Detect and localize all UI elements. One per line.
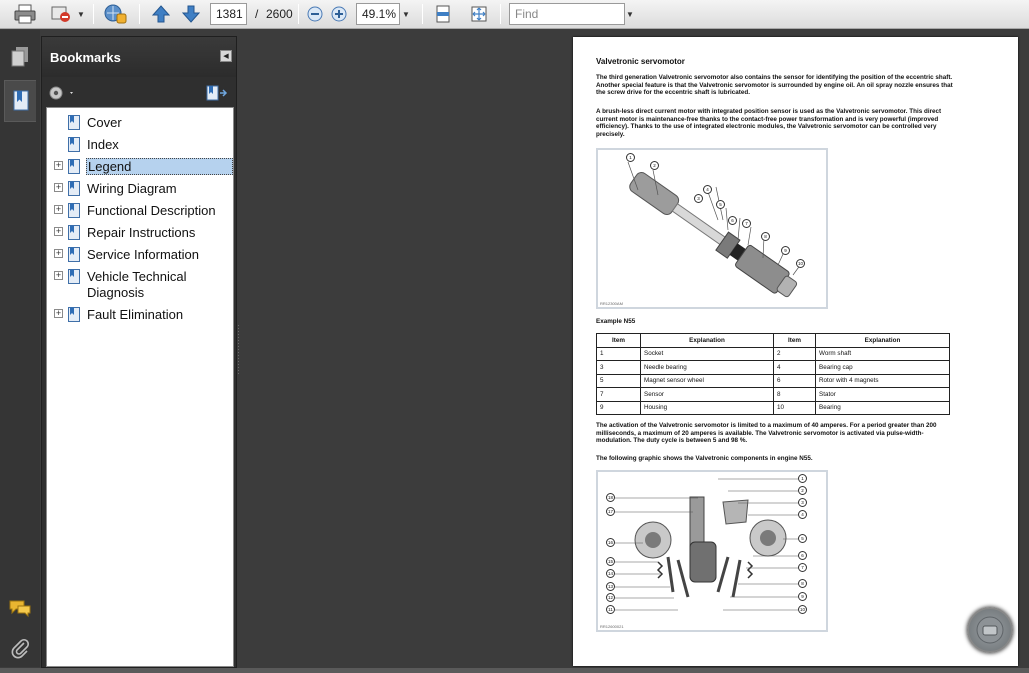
bookmark-label: Vehicle Technical bbox=[87, 269, 187, 284]
expand-plus-icon[interactable]: + bbox=[55, 226, 62, 236]
table-header: Explanation bbox=[641, 334, 774, 348]
expand-plus-icon[interactable]: + bbox=[55, 270, 62, 280]
figure-callout: 13 bbox=[607, 584, 613, 589]
table-row bbox=[597, 347, 950, 361]
previous-page-icon[interactable] bbox=[150, 2, 172, 26]
collaborate-icon[interactable] bbox=[102, 2, 130, 26]
bookmarks-toolbar bbox=[42, 79, 236, 107]
table-cell: Needle bearing bbox=[641, 361, 774, 375]
figure-callout: 5 bbox=[798, 534, 807, 543]
pages-panel-icon[interactable] bbox=[4, 36, 36, 78]
paragraph-2: A brush-less direct current motor with integrated position sensor is used as the Valvetronic servomotor. This direct current motor is maintenance-free thanks to the contact-free power transformation and is very powerful (improved efficiency). Thanks to the use of integrated electronic modules, the Valvetronic servomotor can be controlled very precisely. bbox=[596, 108, 942, 138]
figure-callout: 4 bbox=[703, 185, 712, 194]
valvetronic-components-figure bbox=[596, 470, 828, 632]
find-input[interactable]: Find bbox=[509, 3, 625, 25]
figure-callout: 10 bbox=[799, 607, 805, 612]
email-dropdown-chevron-icon[interactable]: ▼ bbox=[77, 9, 85, 19]
bookmark-wiring-diagram[interactable] bbox=[47, 180, 233, 198]
next-page-icon[interactable] bbox=[180, 2, 202, 26]
figure-caption: Example N55 bbox=[596, 318, 636, 325]
bookmark-vehicle-technical-diagnosis[interactable] bbox=[47, 268, 233, 302]
table-cell: 1 bbox=[597, 347, 641, 361]
navigation-rail bbox=[0, 30, 40, 667]
table-cell: 4 bbox=[774, 361, 816, 375]
expand-plus-icon[interactable]: + bbox=[55, 308, 62, 318]
bookmark-label-line2: Diagnosis bbox=[87, 285, 145, 300]
toolbar bbox=[0, 0, 1029, 29]
page-separator: / bbox=[255, 7, 259, 21]
bookmark-index[interactable] bbox=[47, 136, 233, 154]
comments-icon[interactable] bbox=[4, 587, 36, 629]
bookmark-legend[interactable] bbox=[47, 158, 233, 176]
zoom-input[interactable]: 49.1% bbox=[356, 3, 400, 25]
bookmark-repair-instructions[interactable] bbox=[47, 224, 233, 242]
bookmark-icon bbox=[68, 181, 80, 199]
bookmark-label: Legend bbox=[86, 158, 233, 175]
table-cell: 6 bbox=[774, 374, 816, 388]
options-gear-icon[interactable] bbox=[48, 85, 76, 106]
paragraph-1: The third generation Valvetronic servomotor also contains the sensor for identifying the position of the eccentric shaft. Another special feature is that the Valvetronic servomotor is surrounded by engine oil. An oil spray nozzle ensures that the screw drive for the eccentric shaft is lubricated. bbox=[596, 74, 953, 97]
table-cell: 5 bbox=[597, 374, 641, 388]
table-row bbox=[597, 374, 950, 388]
parts-table bbox=[596, 333, 950, 415]
collapse-panel-icon[interactable]: ◀ bbox=[220, 50, 232, 62]
figure-callout: 11 bbox=[606, 605, 615, 614]
figure-callout: 4 bbox=[798, 510, 807, 519]
toolbar-separator bbox=[422, 4, 423, 24]
bookmark-service-information[interactable] bbox=[47, 246, 233, 264]
table-header: Item bbox=[774, 334, 816, 348]
bookmark-label: Repair Instructions bbox=[87, 225, 196, 240]
fit-page-icon[interactable] bbox=[432, 2, 454, 26]
print-icon[interactable] bbox=[12, 2, 38, 26]
paragraph-4: The following graphic shows the Valvetronic components in engine N55. bbox=[596, 455, 813, 462]
table-cell: Stator bbox=[816, 388, 950, 402]
bookmark-label: Service Information bbox=[87, 247, 199, 262]
figure-callout: 14 bbox=[607, 571, 613, 576]
bookmark-icon bbox=[68, 159, 80, 177]
bookmark-icon bbox=[68, 137, 80, 155]
page-number-input[interactable]: 1381 bbox=[210, 3, 247, 25]
expand-plus-icon[interactable]: + bbox=[55, 204, 62, 214]
table-row bbox=[597, 361, 950, 375]
bookmark-icon bbox=[68, 269, 80, 287]
figure-callout: 8 bbox=[761, 232, 770, 241]
table-cell: 8 bbox=[774, 388, 816, 402]
table-cell: Socket bbox=[641, 347, 774, 361]
floating-assistant-avatar[interactable] bbox=[967, 607, 1013, 653]
bookmarks-panel-title: Bookmarks bbox=[50, 50, 121, 65]
bookmark-icon bbox=[68, 115, 80, 133]
table-cell: Sensor bbox=[641, 388, 774, 402]
figure-callout: 1 bbox=[798, 474, 807, 483]
expand-plus-icon[interactable]: + bbox=[55, 248, 62, 258]
figure-callout: 10 bbox=[797, 261, 803, 266]
figure-callout: 12 bbox=[607, 595, 613, 600]
table-cell: 9 bbox=[597, 401, 641, 415]
table-cell: 10 bbox=[774, 401, 816, 415]
attachments-icon[interactable] bbox=[4, 627, 36, 669]
table-cell: Magnet sensor wheel bbox=[641, 374, 774, 388]
table-header-row bbox=[597, 334, 950, 348]
figure-callout: 3 bbox=[798, 498, 807, 507]
table-cell: 7 bbox=[597, 388, 641, 402]
document-page bbox=[573, 37, 1018, 666]
table-row bbox=[597, 401, 950, 415]
table-header: Item bbox=[597, 334, 641, 348]
figure-code: RR12300AM bbox=[600, 301, 623, 306]
bookmarks-panel-icon[interactable] bbox=[4, 80, 36, 122]
full-screen-icon[interactable] bbox=[468, 2, 490, 26]
bookmark-functional-description[interactable] bbox=[47, 202, 233, 220]
figure-callout: 17 bbox=[607, 509, 613, 514]
figure-callout: 18 bbox=[607, 495, 613, 500]
table-cell: 2 bbox=[774, 347, 816, 361]
expand-plus-icon[interactable]: + bbox=[55, 182, 62, 192]
bookmark-cover[interactable] bbox=[47, 114, 233, 132]
window-edge bbox=[1022, 30, 1029, 673]
bookmark-label: Fault Elimination bbox=[87, 307, 184, 322]
bookmarks-panel bbox=[41, 36, 237, 668]
figure-callout: 16 bbox=[607, 540, 613, 545]
bookmark-fault-elimination[interactable] bbox=[47, 306, 233, 324]
figure-callout: 7 bbox=[798, 563, 807, 572]
figure-code: RR12600021 bbox=[600, 624, 624, 629]
find-dropdown-chevron-icon[interactable]: ▼ bbox=[626, 9, 634, 19]
figure-callout: 6 bbox=[728, 216, 737, 225]
figure-callout: 2 bbox=[798, 486, 807, 495]
bookmarks-panel-header bbox=[42, 37, 236, 77]
panel-splitter-handle[interactable] bbox=[237, 325, 240, 375]
table-cell: Bearing cap bbox=[816, 361, 950, 375]
figure-callout: 1 bbox=[626, 153, 635, 162]
toolbar-separator bbox=[139, 4, 140, 24]
figure-callout: 5 bbox=[716, 200, 725, 209]
figure-callout: 9 bbox=[781, 246, 790, 255]
figure-callout: 8 bbox=[798, 579, 807, 588]
table-row bbox=[597, 388, 950, 402]
table-cell: Housing bbox=[641, 401, 774, 415]
figure-callout: 9 bbox=[798, 592, 807, 601]
email-icon[interactable] bbox=[49, 2, 73, 26]
table-cell: 3 bbox=[597, 361, 641, 375]
bookmark-label: Functional Description bbox=[87, 203, 216, 218]
bookmark-icon bbox=[68, 307, 80, 325]
toolbar-separator bbox=[93, 4, 94, 24]
bookmark-label: Index bbox=[87, 137, 119, 152]
table-cell: Rotor with 4 magnets bbox=[816, 374, 950, 388]
bookmark-icon bbox=[68, 203, 80, 221]
servomotor-figure bbox=[596, 148, 828, 309]
table-header: Explanation bbox=[816, 334, 950, 348]
page-heading: Valvetronic servomotor bbox=[596, 57, 685, 66]
zoom-in-icon[interactable] bbox=[330, 2, 348, 26]
figure-callout: 15 bbox=[607, 559, 613, 564]
zoom-out-icon[interactable] bbox=[306, 2, 324, 26]
valvetronic-components-illustration bbox=[598, 472, 826, 630]
bookmark-tree bbox=[46, 107, 234, 667]
bookmark-label: Wiring Diagram bbox=[87, 181, 177, 196]
table-cell: Bearing bbox=[816, 401, 950, 415]
table-cell: Worm shaft bbox=[816, 347, 950, 361]
figure-callout: 2 bbox=[650, 161, 659, 170]
paragraph-3: The activation of the Valvetronic servomotor is limited to a maximum of 40 amperes. For a period greater than 200 milliseconds, a maximum of 20 amperes is available. The Valvetronic servomotor is activated via pulse-width-modulation. The duty cycle is between 5 and 98 %. bbox=[596, 422, 937, 445]
toolbar-separator bbox=[298, 4, 299, 24]
bookmark-icon bbox=[68, 225, 80, 243]
expand-plus-icon[interactable]: + bbox=[55, 160, 62, 170]
figure-callout: 7 bbox=[742, 219, 751, 228]
figure-callout: 3 bbox=[694, 194, 703, 203]
bookmark-icon bbox=[68, 247, 80, 265]
expand-bookmark-icon[interactable] bbox=[206, 85, 228, 106]
toolbar-separator bbox=[500, 4, 501, 24]
zoom-dropdown-chevron-icon[interactable]: ▼ bbox=[402, 9, 410, 19]
bookmark-label: Cover bbox=[87, 115, 122, 130]
status-bar bbox=[0, 668, 1029, 673]
figure-callout: 6 bbox=[798, 551, 807, 560]
total-pages: 2600 bbox=[266, 7, 293, 21]
servomotor-illustration bbox=[598, 150, 826, 307]
